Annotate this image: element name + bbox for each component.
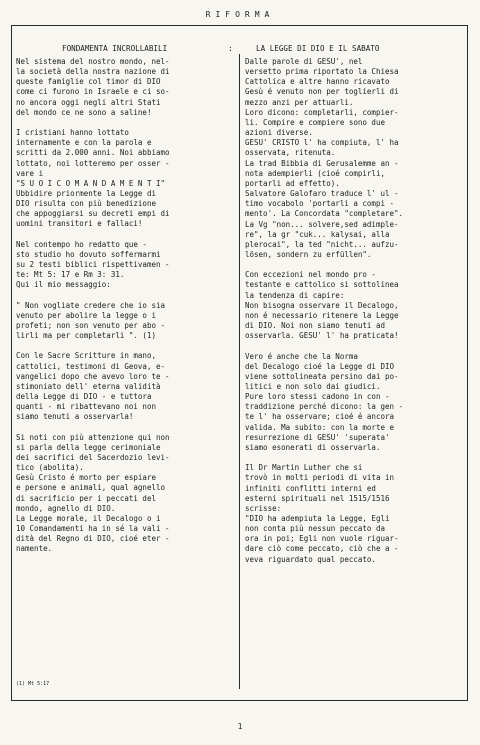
left-paragraph-3: "S U O I C O M A N D A M E N T I" Ubbidire priormente la Legge di DIO risulta con più benedizione che appoggiarsi su decreti empi di uomini transitori e fallaci! bbox=[16, 178, 170, 229]
page-number: 1 bbox=[237, 722, 243, 731]
footnote: (1) Mt 5:17 bbox=[16, 681, 50, 687]
left-paragraph-4: Nel contempo ho redatto que - sto studio ho dovuto soffermarmi su 2 testi biblici rispettivamen - te: Mt 5: 17 e Rm 3: 31. Qui il mio messaggio: bbox=[16, 239, 170, 290]
left-paragraph-2: I cristiani hanno lottato internamente e con la parola e scritti da 2.000 anni. Noi abbiamo lottato, noi lotteremo per osser - vare i bbox=[16, 128, 170, 178]
left-paragraph-6: Con le Sacre Scritture in mano, cattolici, testimoni di Geova, e- vangelici dopo che avevo loro te - stimoniato dell' eterna validità della Legge di DIO - e tuttora quanti - mi ribattevano noi non siamo tenuti a osservarla! bbox=[16, 351, 170, 422]
title-left: FONDAMENTA INCROLLABILI bbox=[62, 44, 168, 53]
right-paragraph-4: Il Dr Martin Luther che si trovò in molti periodi di vita in infiniti conflitti interni ed esterni spirituali nel 1515/1516 scrisse: "DIO ha adempiuta la Legge, Egli non conta più nessun peccato da ora in poi; Egli non vuole riguar- dare ciò come peccato, ciò che a - veva riguardato qual peccato. bbox=[245, 463, 399, 564]
left-paragraph-5: " Non vogliate credere che io sia venuto per abolire la legge o i profeti; non son venuto per abo - lirli ma per completarli ". (1) bbox=[16, 300, 166, 341]
page-header: RIFORMA bbox=[205, 10, 275, 19]
left-paragraph-7: Si noti con più attenzione qui non si parla della legge cerimoniale dei sacrifici del Sacerdozio levi- tico (abolita). Gesù Cristo é morto per espiare e persone e animali, qual agnello di sacrificio per i peccati del mondo, agnello di DIO. La Legge morale, il Decalogo o i 10 Comandamenti ha in sé la vali - dità del Regno di DIO, cioé eter - namente. bbox=[16, 432, 170, 554]
title-separator: : bbox=[228, 44, 233, 53]
title-right: LA LEGGE DI DIO E IL SABATO bbox=[256, 44, 380, 53]
right-paragraph-1: Dalle parole di GESU', nel versetto prima riportato la Chiesa Cattolica e altre hanno ricavato Gesù é venuto non per toglierli di mezzo anzi per attuarli. Loro dicono: completarli, compier- li. Compire e compiere sono due azioni diverse. GESU' CRISTO l' ha compiuta, l' ha osservata, ritenuta. La trad Bibbia di Gerusalemme an - nota adempierli (cioé compirli, portarli ad effetto). Salvatore Galofaro traduce l' ul - timo vocabolo 'portarli a compi - mento'. La Concordata "completare". La Vg "non... solvere,sed adimple- re", la gr "cuk... kalysai, alla pleroсai", la ted "nicht... aufzu- lösen, sondern zu erfüllen". bbox=[245, 57, 404, 259]
column-divider bbox=[239, 54, 240, 689]
right-column bbox=[245, 57, 467, 575]
right-paragraph-3: Vero é anche che la Norma del Decalogo cioé la Legge di DIO viene sottolineata persino dai po- litici e non solo dai giudici. Pure loro stessi cadono in con - traddizione perché dicono: la gen - te l' ha osservare; cioé é ancora valida. Ma subito: con la morte e resurrezione di GESU' 'superata' siamo esonerati di osservarla. bbox=[245, 351, 404, 452]
left-paragraph-1: Nel sistema del nostro mondo, nel- la società della nostra nazione di queste famiglie col timor di DIO come ci furono in Israele e ci so- no ancora oggi negli altri Stati del mondo ce ne sono a saline! bbox=[16, 57, 170, 117]
left-column bbox=[16, 57, 238, 565]
right-paragraph-2: Con eccezioni nel mondo pro - testante e cattolico si sottolinea la tendenza di capire: Non bisogna osservare il Decalogo, non é necessario ritenere la Legge di DIO. Noi non siamo tenuti ad osservarla. GESU' l' ha praticata! bbox=[245, 270, 399, 341]
